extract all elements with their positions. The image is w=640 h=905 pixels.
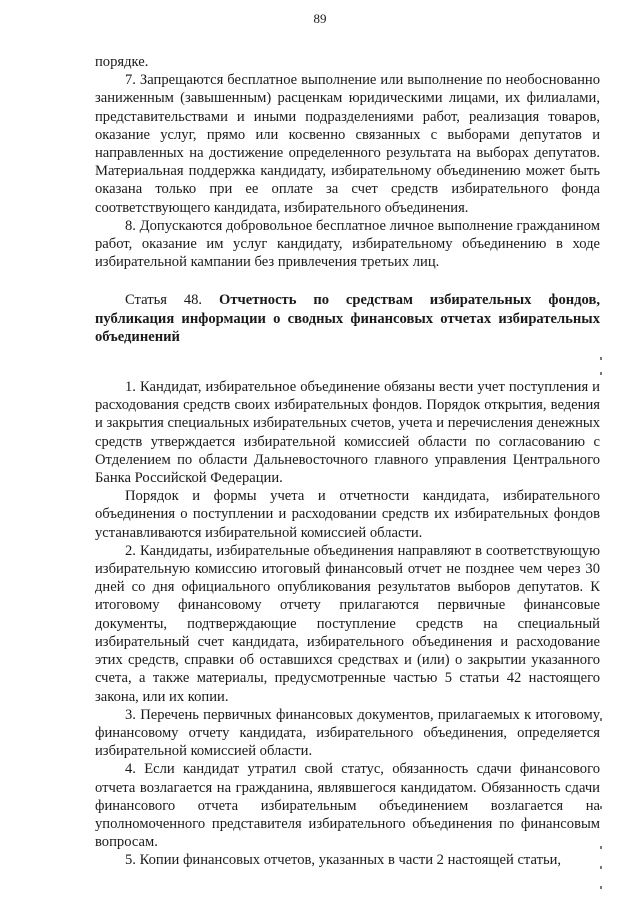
page-number: 89 bbox=[313, 11, 327, 26]
paragraph-item-8: 8. Допускаются добровольное бесплатное личное выполнение гражданином работ, оказание им услуг кандидату, избирательному объединению в ходе избирательной кампании без привлечения третьих лиц. bbox=[95, 217, 600, 271]
paragraph-item-3: 3. Перечень первичных финансовых документов, прилагаемых к итоговому финансовому отчету кандидата, избирательного объединения, определяется избирательной комиссией области. bbox=[95, 706, 600, 760]
article-title: Отчетность по средствам избирательных фондов, публикация информации о сводных финансовых отчетах избирательных объединений bbox=[95, 292, 600, 345]
article-number: Статья 48. bbox=[125, 292, 203, 309]
paragraph-continuation: порядке. bbox=[95, 54, 149, 70]
paragraph-item-4: 4. Если кандидат утратил свой статус, обязанность сдачи финансового отчета возлагается на гражданина, являвшегося кандидатом. Обязанность сдачи финансового отчета избирательным объединением возлагается на уполномоченного представителя избирательного объединения по финансовым вопросам. bbox=[95, 761, 600, 851]
scan-mark bbox=[600, 372, 602, 375]
scan-mark bbox=[600, 806, 602, 809]
paragraph-item-7: 7. Запрещаются бесплатное выполнение или выполнение по необоснованно заниженным (завышенным) расценкам юридическими лицами, их филиалами, представительствами и иными подразделениями работ, реализация товаров, оказание услуг, прямо или косвенно связанных с выборами депутатов и направленных на достижение определенного результата на выборах депутатов. Материальная поддержка кандидату, избирательному объединению может быть оказана только при ее оплате за счет средств избирательного фонда соответствующего кандидата, избирательного объединения. bbox=[95, 72, 600, 216]
scan-mark bbox=[600, 886, 602, 889]
scan-mark bbox=[600, 357, 602, 360]
paragraph-item-5: 5. Копии финансовых отчетов, указанных в части 2 настоящей статьи, bbox=[125, 852, 562, 869]
scan-mark bbox=[600, 846, 602, 849]
scan-mark bbox=[600, 866, 602, 869]
article-heading bbox=[95, 291, 600, 346]
scan-margin-marks bbox=[600, 0, 620, 905]
scan-mark bbox=[600, 718, 602, 721]
paragraph-item-2: 2. Кандидаты, избирательные объединения направляют в соответствующую избирательную комиссию итоговый финансовый отчет не позднее чем через 30 дней со дня официального опубликования результатов выборов депутатов. К итоговому финансовому отчету прилагаются первичные финансовые документы, подтверждающие поступление средств на специальный избирательный счет кандидата, избирательного объединения и расходование этих средств, справки об оставшихся средствах и (или) о закрытии указанного счета, а также материалы, предусмотренные частью 5 статьи 42 настоящего закона, или их копии. bbox=[95, 542, 600, 705]
document-body bbox=[95, 53, 600, 870]
article-spacer bbox=[95, 346, 600, 360]
paragraph-item-1-continued: Порядок и формы учета и отчетности кандидата, избирательного объединения о поступлении и расходовании средств их избирательных фондов устанавливаются избирательной комиссией области. bbox=[95, 488, 600, 541]
paragraph-item-1: 1. Кандидат, избирательное объединение обязаны вести учет поступления и расходования средств своих избирательных фондов. Порядок открытия, ведения и закрытия специальных избирательных счетов, учета и перечисления денежных средств утверждается избирательной комиссией области по согласованию с Отделением по области Дальневосточного главного управления Центрального Банка Российской Федерации. bbox=[95, 379, 600, 487]
